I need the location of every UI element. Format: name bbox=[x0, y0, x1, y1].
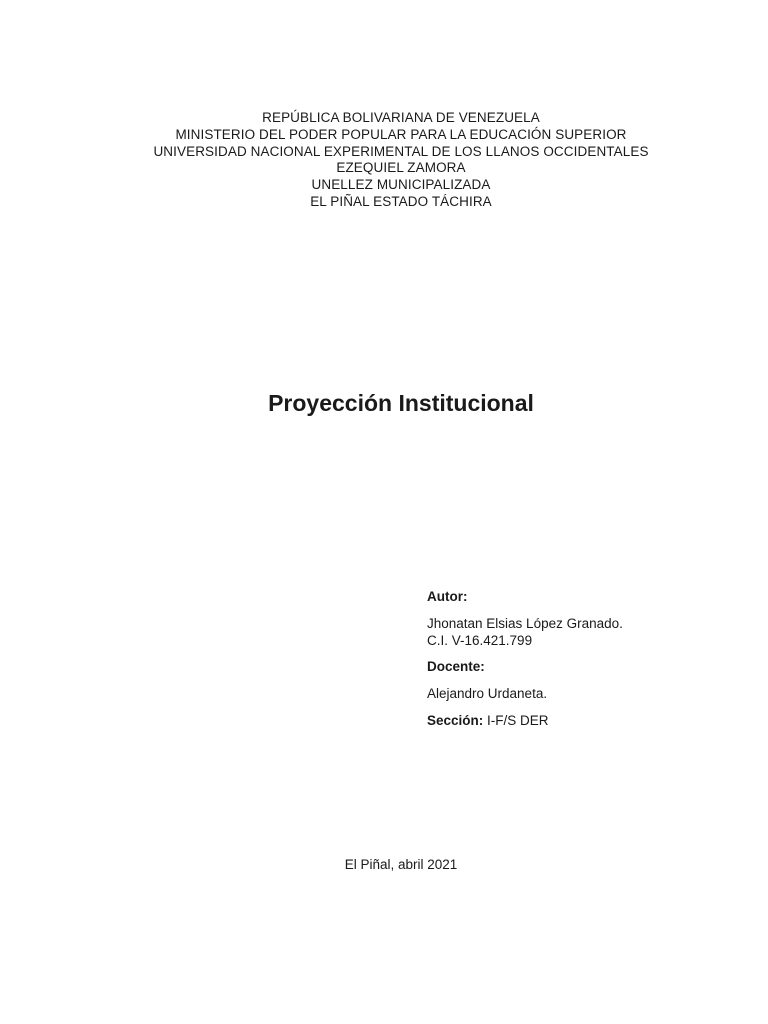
author-id: C.I. V-16.421.799 bbox=[427, 633, 533, 648]
section-value: I-F/S DER bbox=[483, 713, 549, 728]
teacher-label: Docente: bbox=[427, 659, 485, 674]
author-label: Autor: bbox=[427, 589, 468, 604]
teacher-name: Alejandro Urdaneta. bbox=[427, 686, 548, 701]
author-name: Jhonatan Elsias López Granado. bbox=[427, 616, 623, 631]
header-line-republic: REPÚBLICA BOLIVARIANA DE VENEZUELA bbox=[262, 110, 540, 125]
author-block bbox=[427, 588, 757, 729]
section-row bbox=[427, 712, 757, 729]
institution-header bbox=[0, 110, 768, 211]
header-line-university-name: EZEQUIEL ZAMORA bbox=[336, 160, 466, 176]
header-line-location: EL PIÑAL ESTADO TÁCHIRA bbox=[310, 193, 492, 209]
header-line-ministry: MINISTERIO DEL PODER POPULAR PARA LA EDUCACIÓN SUPERIOR bbox=[175, 126, 627, 142]
document-title: Proyección Institucional bbox=[268, 390, 534, 416]
header-line-university: UNIVERSIDAD NACIONAL EXPERIMENTAL DE LOS LLANOS OCCIDENTALES bbox=[153, 143, 649, 159]
header-line-campus: UNELLEZ MUNICIPALIZADA bbox=[311, 177, 491, 193]
section-label: Sección: bbox=[427, 713, 484, 728]
place-date: El Piñal, abril 2021 bbox=[344, 857, 458, 872]
